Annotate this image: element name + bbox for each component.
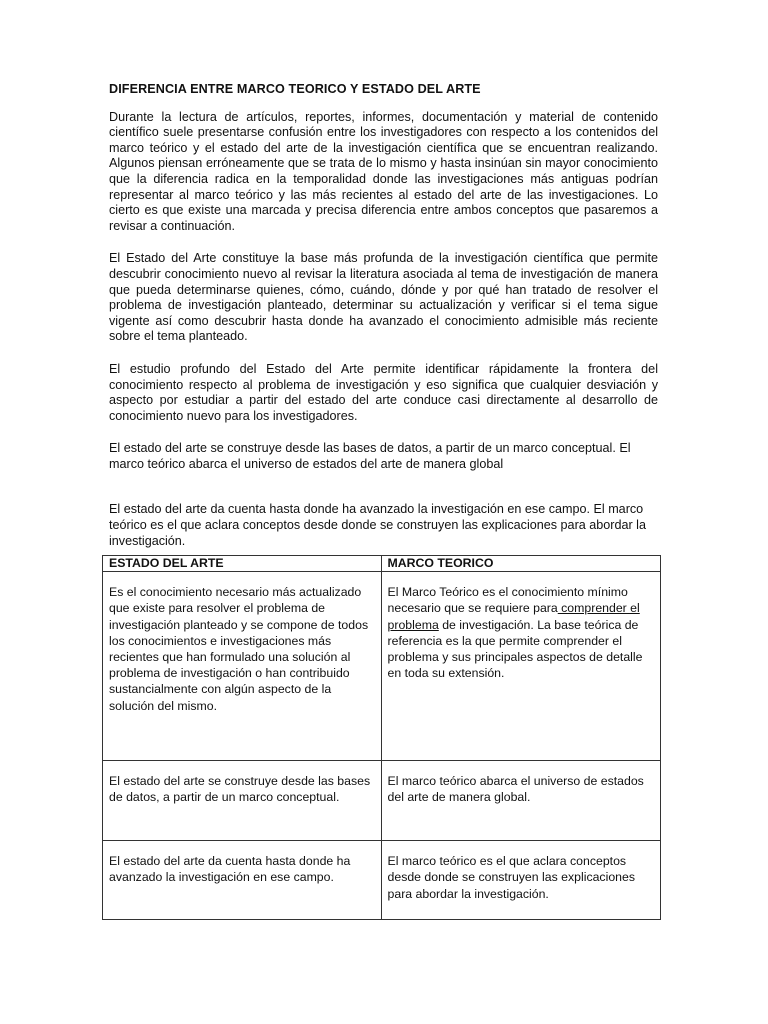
table-row (103, 761, 661, 841)
table-cell-estado-del-arte: El estado del arte da cuenta hasta donde ha avanzado la investigación en ese campo. (103, 841, 382, 920)
table-header-estado-del-arte: ESTADO DEL ARTE (103, 556, 382, 572)
table-cell-estado-del-arte: El estado del arte se construye desde las bases de datos, a partir de un marco conceptual. (103, 761, 382, 841)
cell-text-pre: El Marco Teórico es el conocimiento mínimo necesario que se requiere para (387, 585, 628, 616)
document-title: DIFERENCIA ENTRE MARCO TEORICO Y ESTADO DEL ARTE (109, 82, 481, 96)
document-page (109, 82, 658, 920)
paragraph-avance: El estado del arte da cuenta hasta donde ha avanzado la investigación en ese campo. El marco teórico es el que aclara conceptos desde donde se construyen las explicaciones para abordar la investigación. (109, 502, 646, 548)
underlined-phrase: comprender el problema (387, 601, 640, 632)
paragraph-construccion: El estado del arte se construye desde las bases de datos, a partir de un marco conceptual. El marco teórico abarca el universo de estados del arte de manera global (109, 441, 631, 471)
cell-text-post: de investigación. La base teórica de referencia es la que permite comprender el problema y sus principales aspectos de detalle en toda su extensión. (387, 617, 643, 681)
paragraph-estado-del-arte: El Estado del Arte constituye la base más profunda de la investigación científica que permite descubrir conocimiento nuevo al revisar la literatura asociada al tema de investigación de manera que pueda determinarse quienes, cómo, cuándo, dónde y por qué han tratado de resolver el problema de investigación planteado, determinar su actualización y verificar si el tema sigue vigente así como descubrir hasta donde ha avanzado el conocimiento admisible más reciente sobre el tema planteado. (109, 251, 658, 344)
table-header-row (103, 556, 661, 572)
table-cell-marco-teorico: El marco teórico es el que aclara conceptos desde donde se construyen las explicaciones para abordar la investigación. (381, 841, 660, 920)
table-cell-marco-teorico: El marco teórico abarca el universo de estados del arte de manera global. (381, 761, 660, 841)
paragraph-intro: Durante la lectura de artículos, reportes, informes, documentación y material de contenido científico suele presentarse confusión entre los investigadores con respecto a los contenidos del marco teórico y el estado del arte de la investigación científica que se encuentran realizando. Algunos piensan erróneamente que se trata de lo mismo y hasta insinúan sin mayor conocimiento que la diferencia radica en la temporalidad donde las investigaciones más antiguas podrían representar al marco teórico y las más recientes al estado del arte de las investigaciones. Lo cierto es que existe una marcada y precisa diferencia entre ambos conceptos que pasaremos a revisar a continuación. (109, 109, 658, 233)
comparison-table (102, 555, 661, 920)
table-cell-estado-del-arte: Es el conocimiento necesario más actualizado que existe para resolver el problema de investigación planteado y se compone de todos los conocimientos e investigaciones más recientes que han formulado una solución al problema de investigación o han contribuido sustancialmente con algún aspecto de la solución del mismo. (103, 572, 382, 761)
table-header-marco-teorico: MARCO TEORICO (381, 556, 660, 572)
table-cell-marco-teorico (381, 572, 660, 761)
table-row (103, 841, 661, 920)
paragraph-estudio-profundo: El estudio profundo del Estado del Arte permite identificar rápidamente la frontera del conocimiento respecto al problema de investigación y eso significa que cualquier desviación y aspecto por estudiar a partir del estado del arte conduce casi directamente al desarrollo de conocimiento nuevo para los investigadores. (109, 361, 658, 423)
table-row (103, 572, 661, 761)
